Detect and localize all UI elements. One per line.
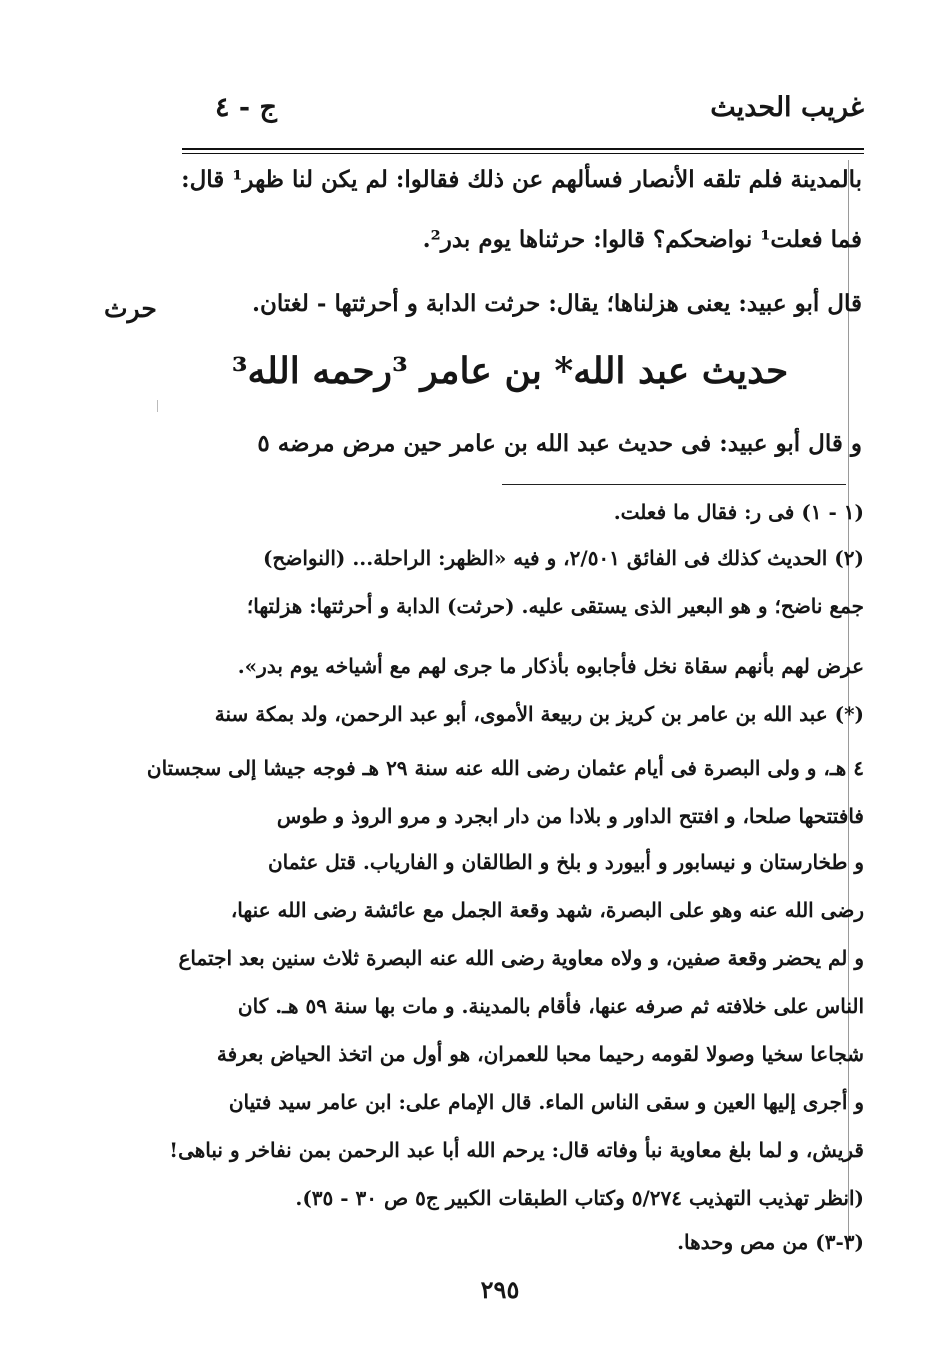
footnote-line-13: و أجرى إليها العين و سقى الناس الماء. قال الإمام على: ابن عامر سيد فتيان <box>228 1090 864 1114</box>
footnote-line-7: فافتتحها صلحا، و افتتح الداور و بلادا من دار ابجرد و مرو الروذ و طوس <box>276 804 864 828</box>
body-line-2: فما فعلت¹ نواضحكم؟ قالوا: حرثناها يوم بدر². <box>422 226 862 253</box>
margin-keyword: حرث <box>104 294 157 323</box>
footnote-line-6: ٤ هـ، و ولى البصرة فى أيام عثمان رضى الله عنه سنة ٢٩ هـ فوجه جيشا إلى سجستان <box>146 756 864 780</box>
header-rule <box>182 148 864 150</box>
footnote-line-15: (انظر تهذيب التهذيب ٥/٢٧٤ وكتاب الطبقات الكبير ج٥ ص ٣٠ - ٣٥). <box>295 1186 864 1210</box>
footnote-line-4: عرض لهم بأنهم سقاة نخل فأجابوه بأذكار ما جرى لهم مع أشياخه يوم بدر». <box>237 654 864 678</box>
section-intro: و قال أبو عبيد: فى حديث عبد الله بن عامر حين مرض مرضه ٥ <box>257 430 862 457</box>
footnote-line-1: (١ - ١) فى ر: فقال ما فعلت. <box>613 500 864 524</box>
body-line-3: قال أبو عبيد: يعنى هزلناها؛ يقال: حرثت الدابة و أحرثتها - لغتان. <box>251 290 862 317</box>
margin-mark <box>157 400 158 412</box>
body-line-1: بالمدينة فلم تلقه الأنصار فسألهم عن ذلك فقالوا: لم يكن لنا ظهر¹ قال: <box>181 166 862 193</box>
footnote-line-9: رضى الله عنه وهو على البصرة، شهد وقعة الجمل مع عائشة رضى الله عنها، <box>230 898 864 922</box>
section-title: حديث عبد الله* بن عامر ³رحمه الله³ <box>231 350 789 392</box>
footnote-line-10: و لم يحضر وقعة صفين، و ولاه معاوية رضى الله عنه البصرة ثلاث سنين بعد اجتماع <box>178 946 864 970</box>
footnote-line-5: (*) عبد الله بن عامر بن كريز بن ربيعة الأموى، أبو عبد الرحمن، ولد بمكة سنة <box>214 702 864 726</box>
footnote-line-16: (٣-٣) من مص وحدها. <box>677 1230 864 1254</box>
footnote-line-11: الناس على خلافته ثم صرفه عنها، فأقام بالمدينة. و مات بها سنة ٥٩ هـ. كان <box>237 994 864 1018</box>
footnote-line-2: (٢) الحديث كذلك فى الفائق ٢/٥٠١، و فيه «الظهر: الراحلة... (النواضح) <box>262 546 864 570</box>
footnote-rule <box>502 484 846 485</box>
running-title: غريب الحديث <box>710 92 864 123</box>
footnote-line-3: جمع ناضح؛ و هو البعير الذى يستقى عليه. (حرثت) الدابة و أحرثتها: هزلتها؛ <box>246 594 864 618</box>
page-number: ٢٩٥ <box>480 1275 520 1304</box>
footnote-line-8: و طخارستان و نيسابور و أبيورد و بلخ و الطالقان و الفارياب. قتل عثمان <box>267 850 864 874</box>
volume-label: ج - ٤ <box>215 92 277 123</box>
footnote-line-12: شجاعا سخيا وصولا لقومه رحيما محبا للعمران، هو أول من اتخذ الحياض بعرفة <box>216 1042 864 1066</box>
header-rule-thin <box>182 153 864 154</box>
footnote-line-14: قريش، و لما بلغ معاوية نبأ وفاته قال: يرحم الله أبا عبد الرحمن بمن نفاخر و نباهى! <box>169 1138 864 1162</box>
